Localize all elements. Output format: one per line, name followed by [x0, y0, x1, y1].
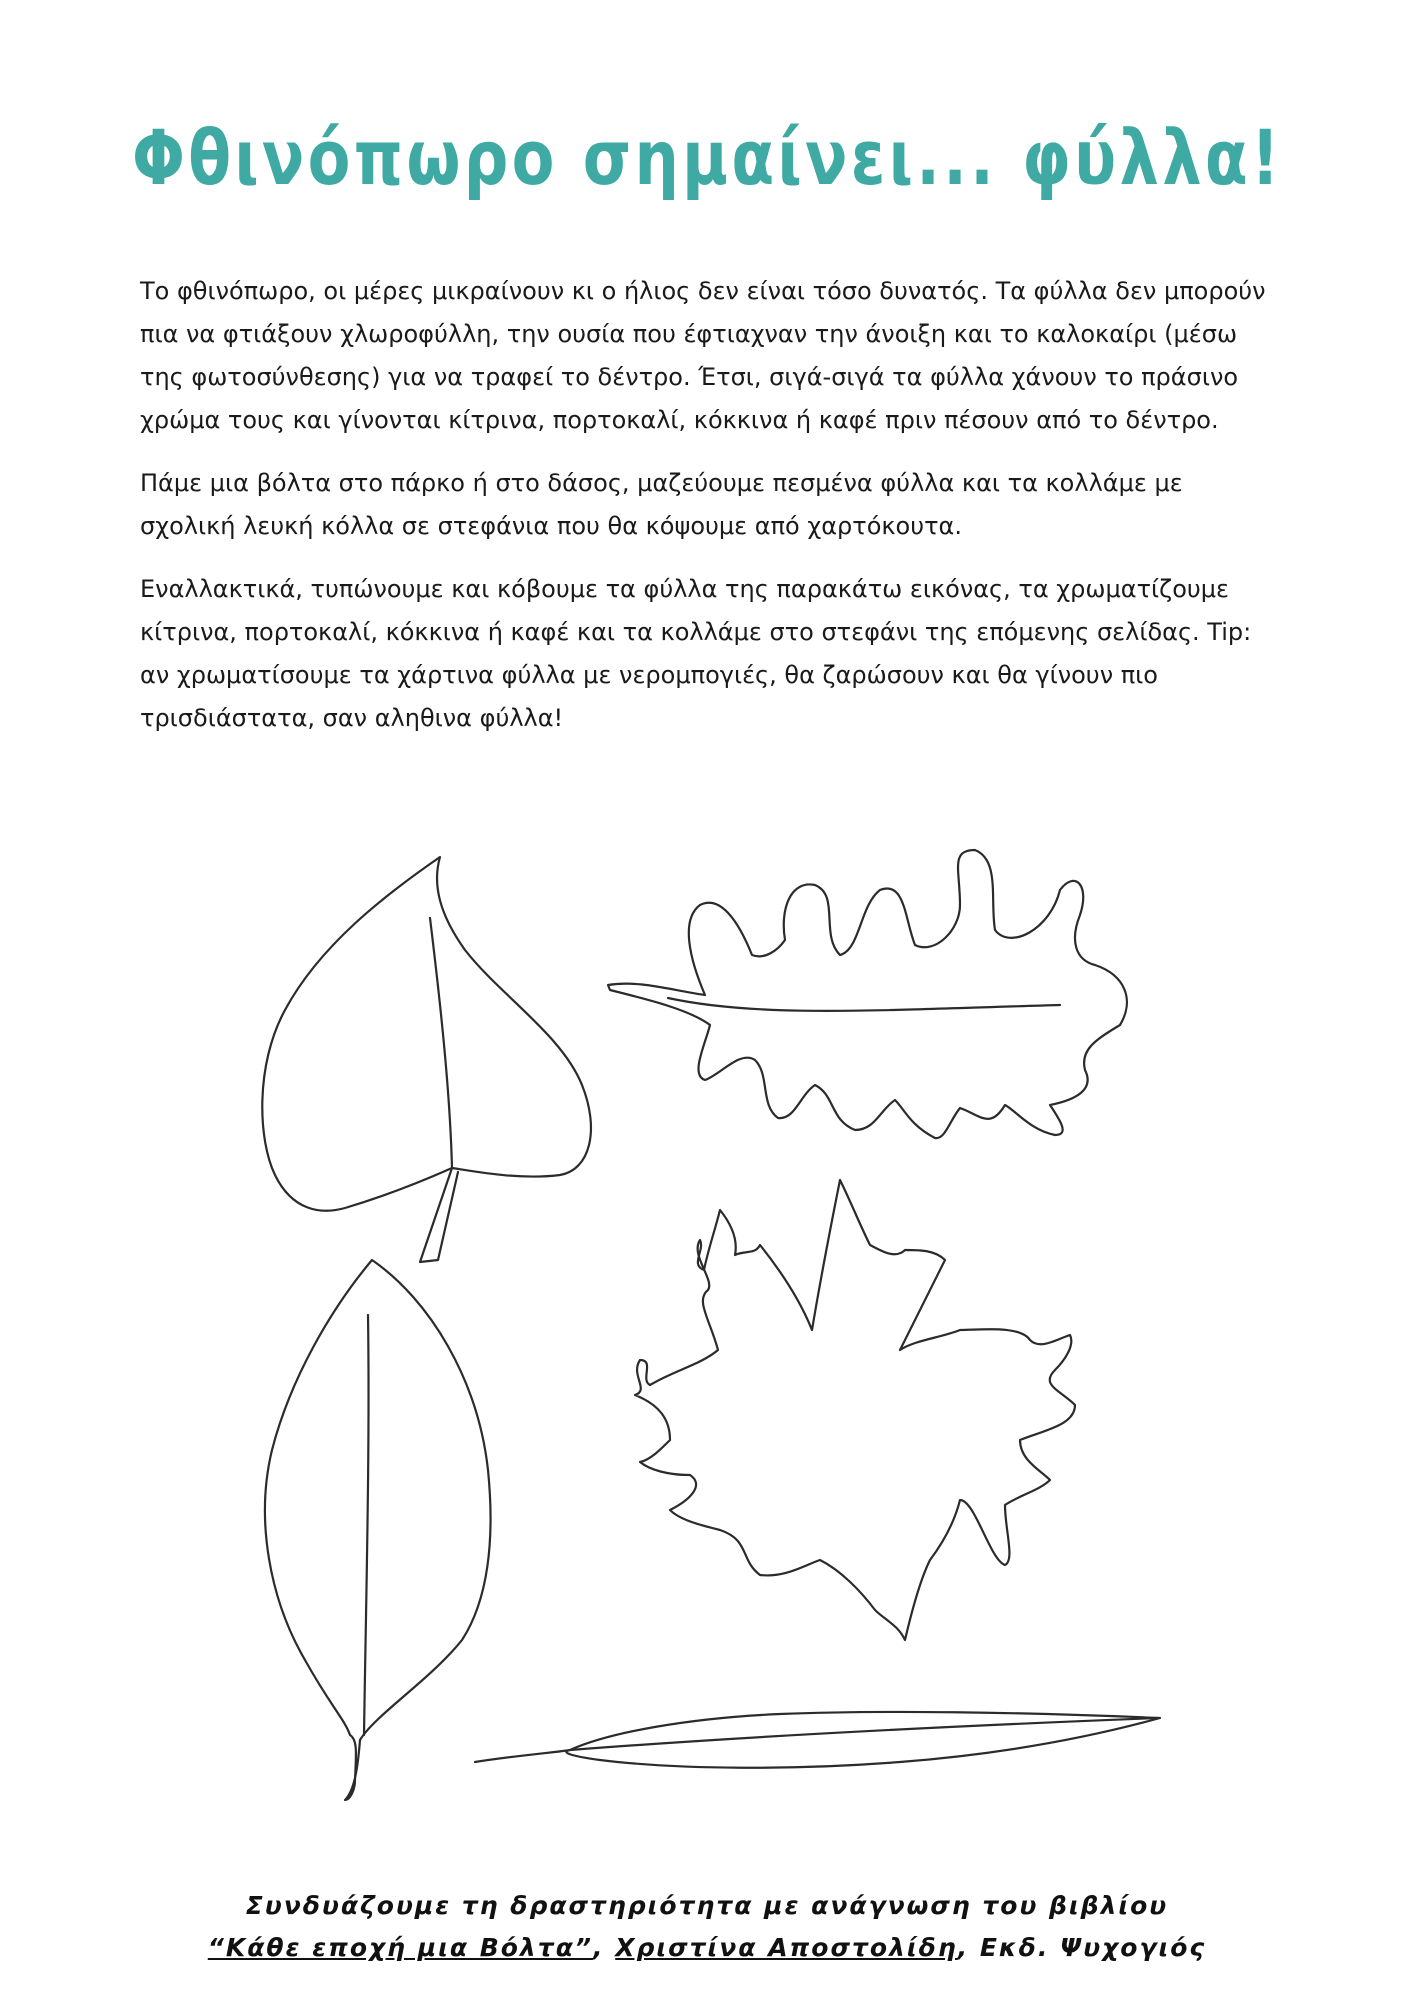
- heart-leaf-vein: [430, 918, 452, 1168]
- ovate-leaf-outline: [265, 1260, 491, 1800]
- willow-leaf-outline: [475, 1712, 1160, 1768]
- heart-leaf-stem: [420, 1168, 458, 1262]
- ovate-leaf-vein: [364, 1315, 369, 1735]
- publisher-name: Εκδ. Ψυχογιός: [979, 1933, 1207, 1962]
- paragraph-alternative: Εναλλακτικά, τυπώνουμε και κόβουμε τα φύλλα της παρακάτω εικόνας, τα χρωματίζουμε κίτρινα, πορτοκαλί, κόκκινα ή καφέ και τα κολλάμε στο στεφάνι της επόμενης σελίδας. Tip: αν χρωματίσουμε τα χάρτινα φύλλα με νερομπογιές, θα ζαρώσουν και θα γίνουν πιο τρισδιάστατα, σαν αληθινα φύλλα!: [140, 575, 1252, 732]
- paragraph-intro: Το φθινόπωρο, οι μέρες μικραίνουν κι ο ήλιος δεν είναι τόσο δυνατός. Τα φύλλα δεν μπορούν πια να φτιάξουν χλωροφύλλη, την ουσία που έφτιαχναν την άνοιξη και το καλοκαίρι (μέσω της φωτοσύνθεσης) για να τραφεί το δέντρο. Έτσι, σιγά-σιγά τα φύλλα χάνουν το πράσινο χρώμα τους και γίνονται κίτρινα, πορτοκαλί, κόκκινα ή καφέ πριν πέσουν από το δέντρο.: [140, 277, 1266, 434]
- author-name[interactable]: Χριστίνα Αποστολίδη: [615, 1933, 958, 1962]
- footer-citation: [0, 1885, 1414, 1969]
- willow-leaf-vein: [570, 1718, 1158, 1750]
- heart-leaf-icon: [262, 857, 591, 1262]
- maple-leaf-icon: [635, 1180, 1075, 1640]
- book-title-link[interactable]: “Κάθε εποχή μια Βόλτα”: [207, 1933, 593, 1962]
- ovate-leaf-icon: [265, 1260, 491, 1800]
- page-title: Φθινόπωρο σημαίνει... φύλλα!: [132, 113, 1283, 202]
- oak-leaf-vein: [668, 998, 1060, 1011]
- footer-line2: [0, 1927, 1414, 1969]
- willow-leaf-icon: [475, 1712, 1160, 1768]
- footer-separator: ,: [593, 1933, 616, 1962]
- maple-leaf-outline: [635, 1180, 1075, 1640]
- oak-leaf-icon: [608, 850, 1127, 1138]
- heart-leaf-outline: [262, 857, 591, 1211]
- footer-line1: Συνδυάζουμε τη δραστηριότητα με ανάγνωση του βιβλίου: [245, 1891, 1169, 1920]
- footer-separator: ,: [957, 1933, 980, 1962]
- oak-leaf-outline: [608, 850, 1127, 1138]
- paragraph-walk: Πάμε μια βόλτα στο πάρκο ή στο δάσος, μαζεύουμε πεσμένα φύλλα και τα κολλάμε με σχολική λευκή κόλλα σε στεφάνια που θα κόψουμε από χαρτόκουτα.: [140, 469, 1183, 540]
